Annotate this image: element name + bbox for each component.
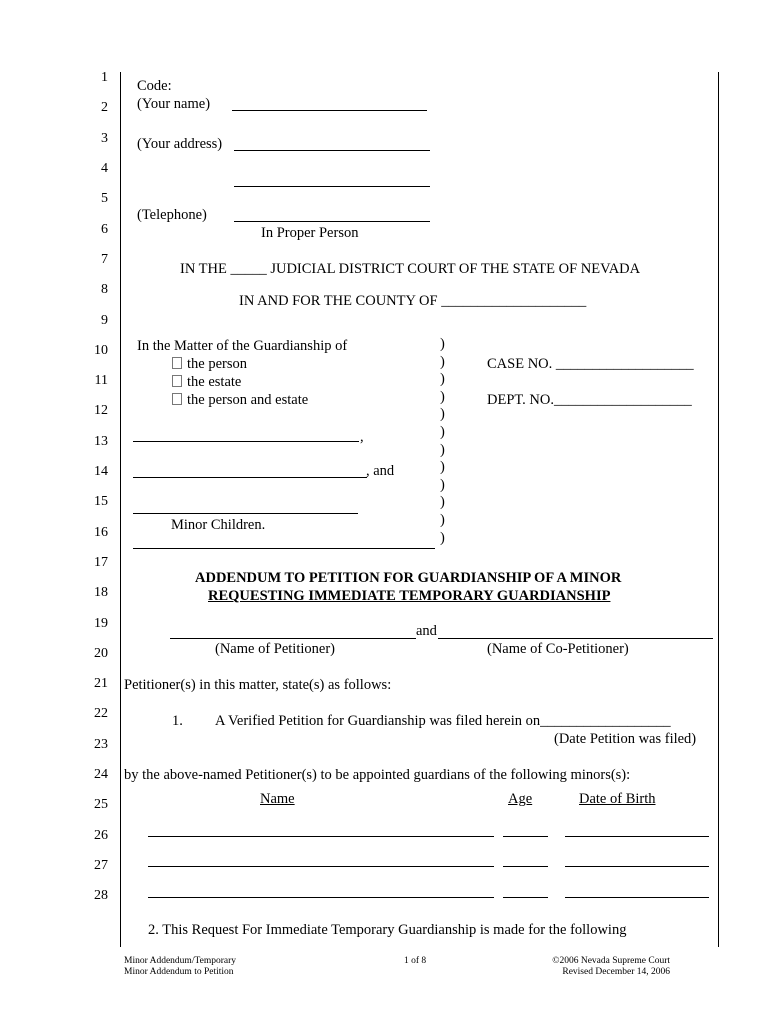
line-number: 15: [94, 494, 108, 509]
left-margin-line: [120, 72, 121, 947]
line-number: 8: [101, 282, 108, 297]
line-number: 3: [101, 131, 108, 146]
minor-row-1-dob[interactable]: [565, 836, 709, 837]
line-number: 1: [101, 70, 108, 85]
footer-left-line-1: Minor Addendum/Temporary: [124, 956, 236, 966]
line-number: 25: [94, 797, 108, 812]
date-filed-label: (Date Petition was filed): [554, 731, 697, 747]
column-header-name: Name: [260, 791, 295, 807]
item-1-number: 1.: [172, 713, 183, 729]
line-number: 5: [101, 191, 108, 206]
minor-row-3-age[interactable]: [503, 897, 548, 898]
minor-row-1-name[interactable]: [148, 836, 494, 837]
minor-name-field-2[interactable]: [133, 477, 367, 478]
proper-person-label: In Proper Person: [261, 225, 359, 241]
line-number: 21: [94, 676, 108, 691]
document-title-line-1: ADDENDUM TO PETITION FOR GUARDIANSHIP OF A MINOR: [195, 570, 622, 586]
checkbox-icon[interactable]: [172, 357, 182, 369]
name-label: (Your name): [137, 96, 211, 112]
minor-name-field-3[interactable]: [133, 513, 358, 514]
line-number: 23: [94, 737, 108, 752]
minor-row-1-age[interactable]: [503, 836, 548, 837]
line-number: 7: [101, 252, 108, 267]
item-2-text: 2. This Request For Immediate Temporary Guardianship is made for the following: [148, 922, 627, 938]
court-heading: IN THE _____ JUDICIAL DISTRICT COURT OF THE STATE OF NEVADA: [180, 261, 641, 277]
minor-row-3-dob[interactable]: [565, 897, 709, 898]
case-number-field[interactable]: CASE NO. ___________________: [487, 356, 694, 372]
option-person[interactable]: the person: [172, 356, 247, 373]
line-number: 12: [94, 403, 108, 418]
page-number: 1 of 8: [404, 956, 427, 966]
line-number: 19: [94, 616, 108, 631]
line-number: 17: [94, 555, 108, 570]
right-margin-line: [718, 72, 719, 947]
option-person-and-estate[interactable]: the person and estate: [172, 392, 308, 409]
minor-children-label: Minor Children.: [171, 517, 266, 533]
petitioner-name-field[interactable]: [170, 638, 416, 639]
line-number: 14: [94, 464, 108, 479]
copetitioner-name-field[interactable]: [438, 638, 713, 639]
document-title-line-2: REQUESTING IMMEDIATE TEMPORARY GUARDIANSHIP: [208, 588, 611, 604]
line-number: 2: [101, 100, 108, 115]
line-number: 16: [94, 525, 108, 540]
line-number: 10: [94, 343, 108, 358]
line-number: 24: [94, 767, 108, 782]
line-number: 20: [94, 646, 108, 661]
address-field-line-2[interactable]: [234, 186, 430, 187]
address-label: (Your address): [137, 136, 223, 152]
comma-text: ,: [360, 429, 364, 445]
item-1-text: A Verified Petition for Guardianship was filed herein on__________________: [215, 713, 671, 729]
and-text: , and: [366, 463, 395, 479]
minor-name-field-4[interactable]: [133, 548, 435, 549]
telephone-field[interactable]: [234, 221, 430, 222]
column-header-age: Age: [508, 791, 533, 807]
minor-row-2-age[interactable]: [503, 866, 548, 867]
line-number: 4: [101, 161, 108, 176]
minor-row-3-name[interactable]: [148, 897, 494, 898]
footer-right-line-2: Revised December 14, 2006: [562, 967, 670, 977]
checkbox-icon[interactable]: [172, 375, 182, 387]
option-estate[interactable]: the estate: [172, 374, 241, 391]
telephone-label: (Telephone): [137, 207, 207, 223]
line-number: 27: [94, 858, 108, 873]
caption-parentheses: ) ) ) ) ) ) ) ) ) ) ) ): [440, 336, 445, 546]
line-number: 6: [101, 222, 108, 237]
petitioner-and-text: and: [416, 623, 437, 639]
line-number: 11: [94, 373, 108, 388]
minors-line-text: by the above-named Petitioner(s) to be appointed guardians of the following minors(s):: [124, 767, 631, 783]
footer-left-line-2: Minor Addendum to Petition: [124, 967, 234, 977]
column-header-dob: Date of Birth: [579, 791, 656, 807]
checkbox-icon[interactable]: [172, 393, 182, 405]
footer-right-line-1: ©2006 Nevada Supreme Court: [552, 956, 670, 966]
line-number: 26: [94, 828, 108, 843]
copetitioner-label: (Name of Co-Petitioner): [487, 641, 629, 657]
address-field-line-1[interactable]: [234, 150, 430, 151]
intro-text: Petitioner(s) in this matter, state(s) as follows:: [124, 677, 392, 693]
petitioner-label: (Name of Petitioner): [215, 641, 335, 657]
minor-row-2-dob[interactable]: [565, 866, 709, 867]
line-number: 28: [94, 888, 108, 903]
line-number: 13: [94, 434, 108, 449]
dept-number-field[interactable]: DEPT. NO.___________________: [487, 392, 692, 408]
code-label: Code:: [137, 78, 172, 94]
county-heading: IN AND FOR THE COUNTY OF ____________________: [239, 293, 587, 309]
matter-label: In the Matter of the Guardianship of: [137, 338, 348, 354]
line-number: 9: [101, 313, 108, 328]
minor-name-field-1[interactable]: [133, 441, 359, 442]
minor-row-2-name[interactable]: [148, 866, 494, 867]
line-number: 18: [94, 585, 108, 600]
line-number: 22: [94, 706, 108, 721]
name-field[interactable]: [232, 110, 427, 111]
